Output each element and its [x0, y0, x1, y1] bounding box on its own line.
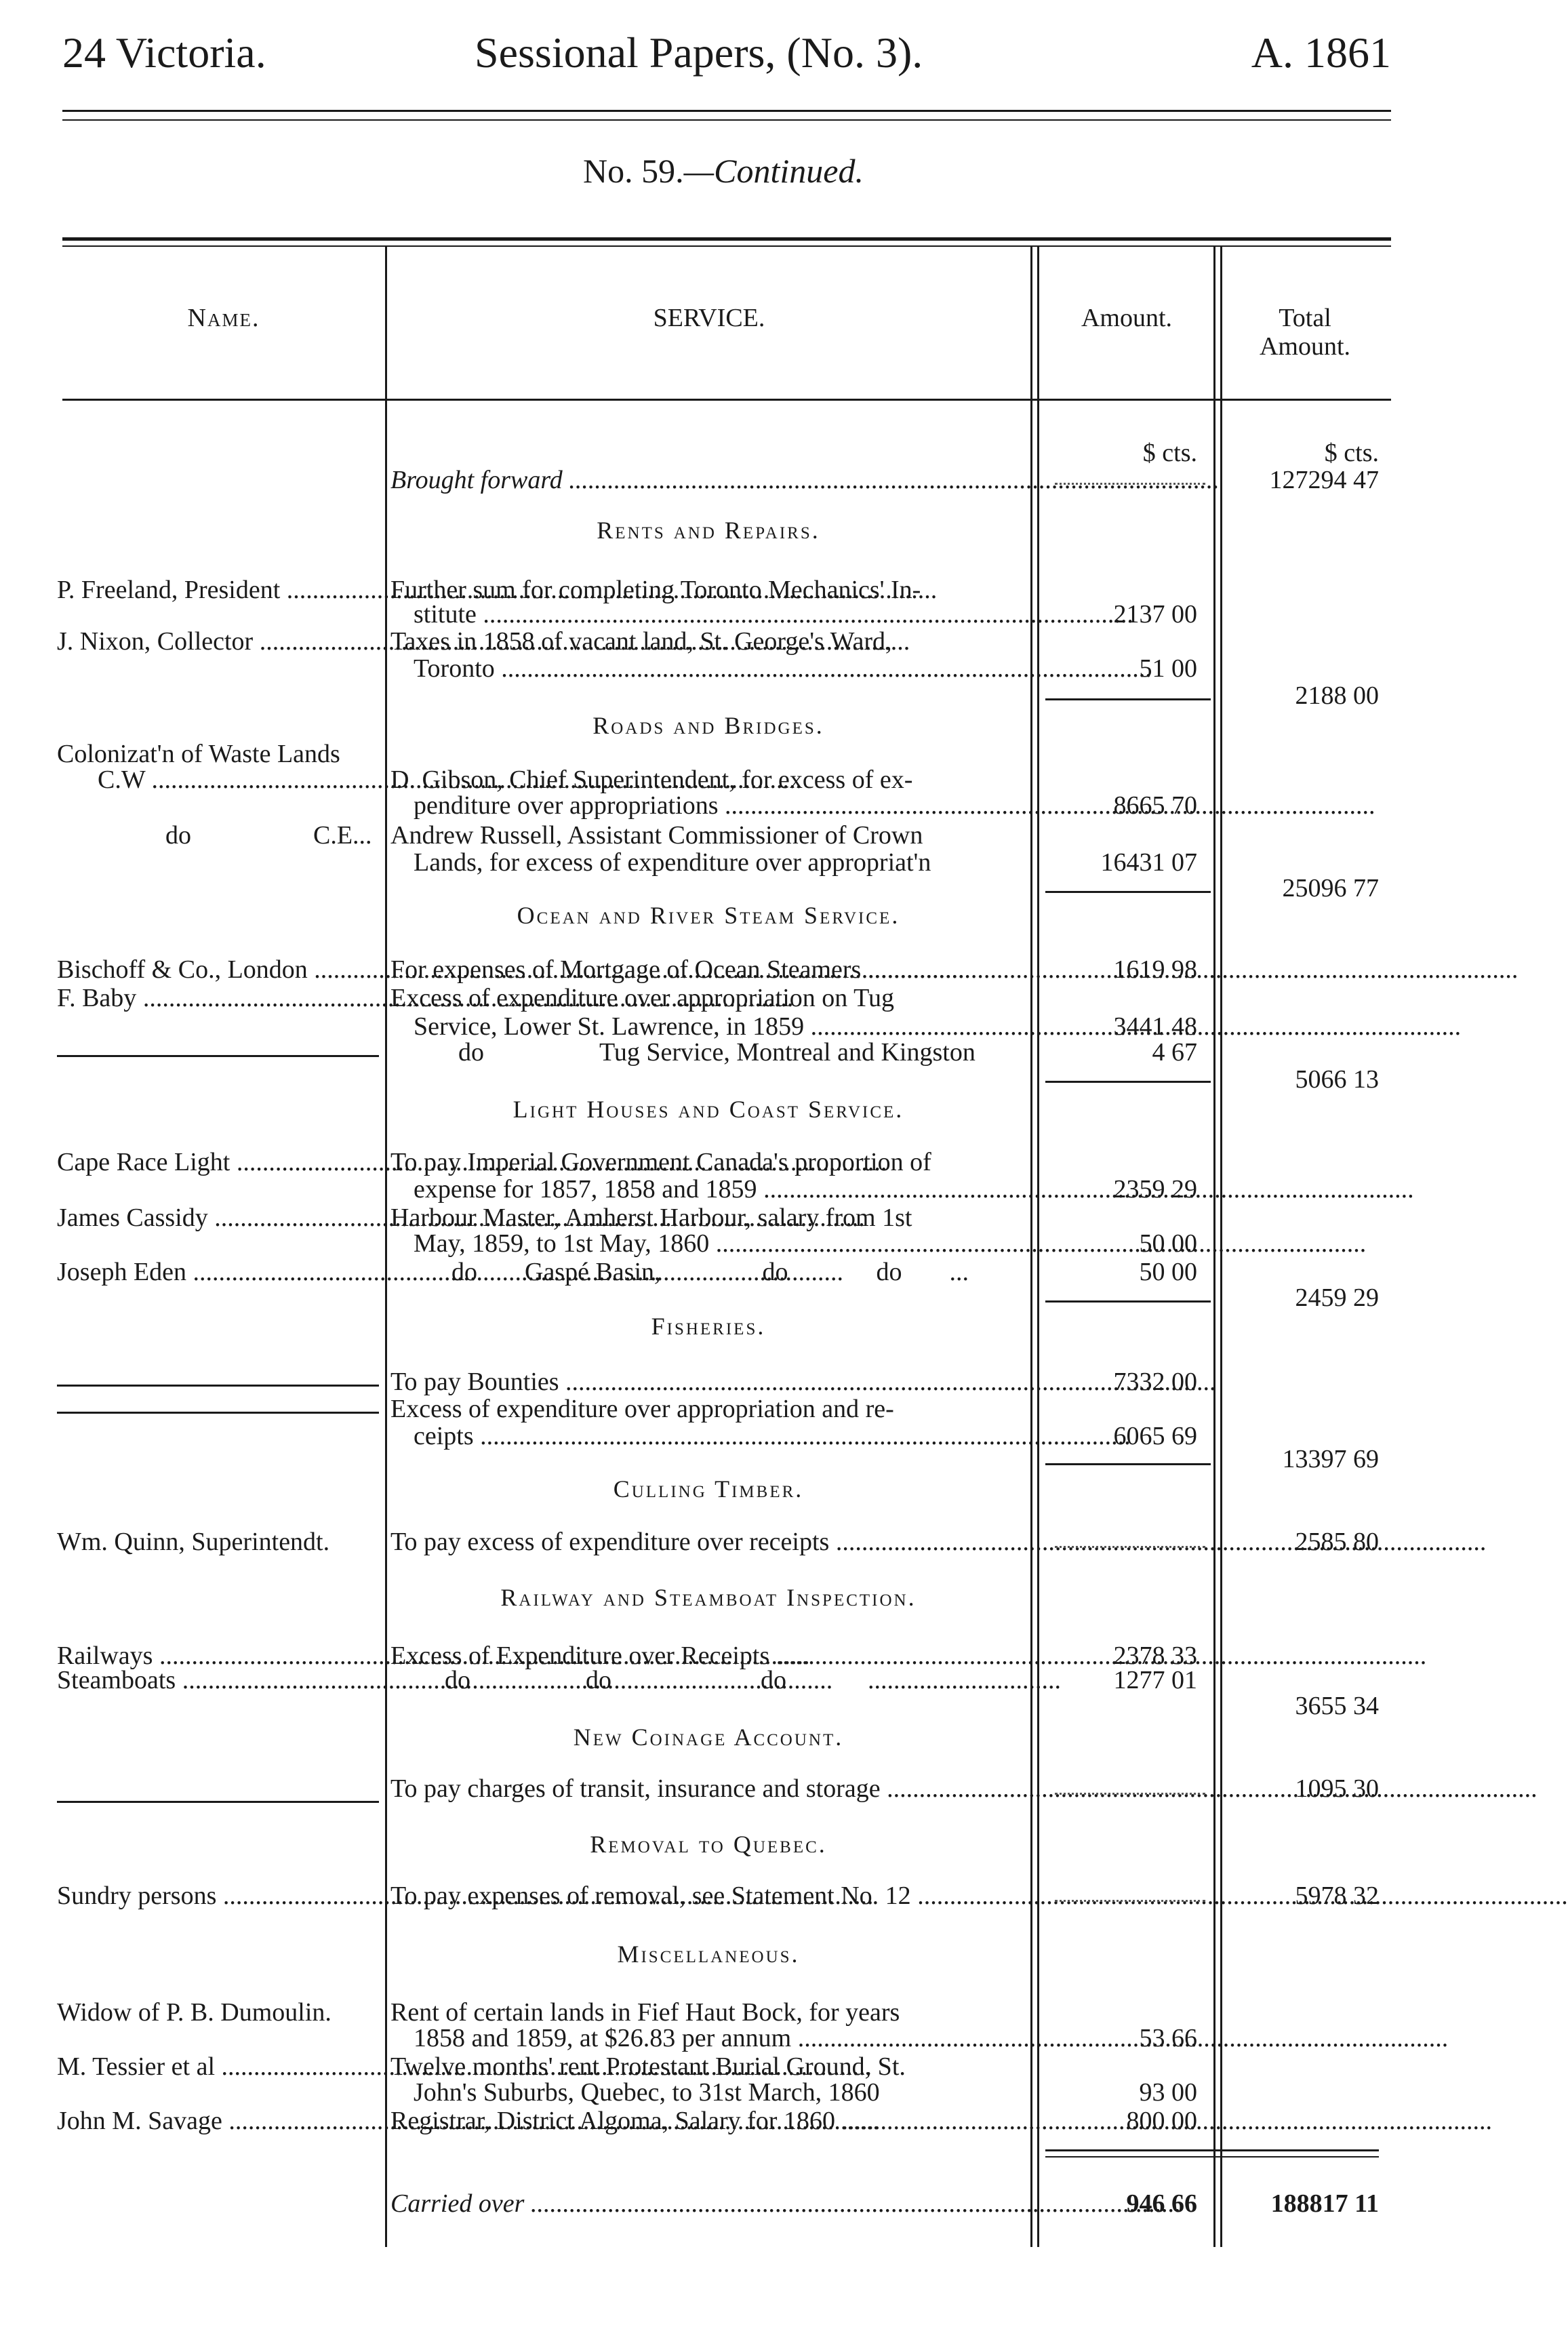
row-amount: 53 66 — [1139, 2024, 1197, 2052]
year-label: A. 1861 — [1251, 28, 1391, 77]
blank-name-line — [57, 1801, 379, 1803]
do-label: do — [761, 1666, 786, 1694]
do-label: do — [451, 1258, 477, 1286]
row-service: For expenses of Mortgage of Ocean Steamers ..... — [390, 955, 1518, 984]
blank-name-line — [57, 1055, 379, 1057]
do-label: do — [762, 1258, 788, 1286]
row-name: J. Nixon, Collector ..... — [57, 628, 382, 655]
row-amount: 16431 07 — [1100, 848, 1197, 877]
row-name: P. Freeland, President ..... — [57, 576, 382, 603]
section-total: 5066 13 — [1295, 1065, 1379, 1094]
row-amount: 50 00 — [1139, 1229, 1197, 1258]
carried-over-rule — [1045, 2149, 1379, 2151]
statement-number: No. 59. — [583, 152, 684, 190]
row-name-do — [57, 822, 382, 849]
subtotal-rule — [1045, 1300, 1211, 1303]
row-service: Andrew Russell, Assistant Commissioner of Crown — [390, 821, 923, 850]
row-service: Tug Service, Montreal and Kingston — [599, 1038, 976, 1067]
subtotal-rule — [1045, 1463, 1211, 1465]
row-service: Twelve months' rent Protestant Burial Ground, St. — [390, 2052, 906, 2081]
currency-amount: $ cts. — [1142, 439, 1197, 467]
row-service: To pay excess of expenditure over receipts ..... — [390, 1528, 1486, 1556]
row-name: Cape Race Light ..... — [57, 1149, 382, 1176]
row-amount: 8665 70 — [1113, 791, 1197, 820]
amount-dots — [1055, 483, 1205, 485]
row-service-cont: penditure over appropriations ..... — [414, 791, 1375, 820]
carried-over-label: Carried over ..... — [390, 2189, 1181, 2218]
do-label: do — [458, 1038, 484, 1067]
section-light: Light Houses and Coast Service. — [512, 1096, 904, 1123]
row-name: Widow of P. B. Dumoulin. — [57, 1998, 331, 2027]
row-service: Taxes in 1858 of vacant land, St. George's Ward, — [390, 627, 892, 656]
row-name: Sundry persons ..... — [57, 1882, 382, 1909]
do-label: do — [876, 1258, 902, 1286]
section-roads: Roads and Bridges. — [592, 712, 824, 739]
carried-over-total: 188817 11 — [1270, 2189, 1379, 2218]
amount-dots — [1055, 1793, 1205, 1795]
row-amount: 7332 00 — [1113, 1368, 1197, 1396]
row-service: Harbour Master, Amherst Harbour, salary from 1st — [390, 1204, 912, 1232]
row-amount: 4 67 — [1152, 1038, 1197, 1067]
row-name-cont: C.W ..... — [57, 766, 382, 793]
ce-label: C.E... — [313, 821, 372, 850]
section-railway: Railway and Steamboat Inspection. — [500, 1584, 917, 1611]
blank-name-line — [57, 1385, 379, 1387]
row-amount: 93 00 — [1139, 2078, 1197, 2107]
row-name: Joseph Eden ..... — [57, 1258, 382, 1286]
row-service: To pay charges of transit, insurance and storage ..... — [390, 1774, 1537, 1803]
section-total: 2459 29 — [1295, 1284, 1379, 1312]
row-service-cont: stitute ..... — [414, 600, 1133, 629]
do-label: do — [586, 1666, 611, 1694]
row-service: Rent of certain lands in Fief Haut Bock, for years — [390, 1998, 900, 2027]
row-amount: 50 00 — [1139, 1258, 1197, 1286]
row-amount: 2359 29 — [1113, 1175, 1197, 1204]
row-name: John M. Savage ..... — [57, 2107, 382, 2134]
row-service-cont: ceipts ..... — [414, 1422, 1131, 1450]
row-name: James Cassidy ..... — [57, 1204, 382, 1231]
row-service: Gaspé Basin, — [525, 1258, 661, 1286]
column-header-total: Total Amount. — [1259, 304, 1351, 361]
row-service: Registrar, District Algoma, Salary for 1860 ..... — [390, 2107, 1492, 2135]
continued-label: —Continued. — [683, 152, 864, 190]
row-service-cont: Service, Lower St. Lawrence, in 1859 ..... — [414, 1012, 1461, 1041]
section-total: 2188 00 — [1295, 681, 1379, 710]
section-removal: Removal to Quebec. — [590, 1831, 827, 1858]
row-name: Steamboats ..... — [57, 1667, 382, 1694]
section-rents: Rents and Repairs. — [597, 517, 820, 544]
row-service: To pay Imperial Government Canada's proportion of — [390, 1148, 931, 1176]
row-amount: 3441 48 — [1113, 1012, 1197, 1041]
section-total: 13397 69 — [1282, 1445, 1379, 1473]
row-service: Excess of expenditure over appropriation on Tug — [390, 984, 894, 1012]
amount-dots — [1055, 1546, 1205, 1548]
section-total: 25096 77 — [1282, 874, 1379, 902]
section-ocean: Ocean and River Steam Service. — [517, 902, 900, 929]
carried-over-rule-2 — [1045, 2156, 1379, 2158]
row-total: 5978 32 — [1295, 1882, 1379, 1910]
row-service-cont: Lands, for excess of expenditure over appropriat'n — [414, 848, 931, 877]
section-culling: Culling Timber. — [613, 1475, 804, 1503]
row-service: Excess of expenditure over appropriation and re- — [390, 1395, 894, 1423]
carried-over-amount: 946 66 — [1126, 2189, 1197, 2218]
row-service: To pay expenses of removal, see Statement No. 12 ..... — [390, 1882, 1568, 1910]
row-service-cont: expense for 1857, 1858 and 1859 ..... — [414, 1175, 1414, 1204]
column-divider-name — [385, 247, 387, 2247]
header-rule-top — [62, 110, 1391, 112]
brought-forward-label: Brought forward ..... — [390, 466, 1220, 494]
row-total: 2585 80 — [1295, 1528, 1379, 1556]
row-amount: 51 00 — [1139, 654, 1197, 683]
row-amount: 800 00 — [1126, 2107, 1197, 2135]
subtotal-rule — [1045, 891, 1211, 893]
row-service: Excess of Expenditure over Receipts ..... — [390, 1642, 1426, 1670]
subtotal-rule — [1045, 1081, 1211, 1083]
blank-name-line — [57, 1412, 379, 1414]
row-amount: 6065 69 — [1113, 1422, 1197, 1450]
row-amount: 2378 33 — [1113, 1642, 1197, 1670]
row-name: Colonizat'n of Waste Lands — [57, 740, 340, 768]
row-service-cont: May, 1859, to 1st May, 1860 ..... — [414, 1229, 1366, 1258]
row-name: F. Baby ..... — [57, 985, 382, 1012]
row-amount: 1619 98 — [1113, 955, 1197, 984]
row-service: D. Gibson, Chief Superintendent, for excess of ex- — [390, 766, 913, 794]
row-name: Bischoff & Co., London ..... — [57, 956, 382, 983]
table-top-rule-2 — [62, 245, 1391, 247]
row-amount: 2137 00 — [1113, 600, 1197, 629]
do-label: do — [445, 1666, 470, 1694]
row-service-cont: 1858 and 1859, at $26.83 per annum ..... — [414, 2024, 1448, 2052]
column-header-service: SERVICE. — [653, 304, 765, 332]
volume-label: 24 Victoria. — [62, 28, 266, 77]
currency-total: $ cts. — [1324, 439, 1379, 467]
brought-forward-total: 127294 47 — [1269, 466, 1379, 494]
section-fisheries: Fisheries. — [651, 1313, 766, 1340]
section-coinage: New Coinage Account. — [573, 1724, 844, 1751]
row-service: To pay Bounties ..... — [390, 1368, 1216, 1396]
statement-subtitle — [0, 151, 1447, 191]
column-header-name: Name. — [187, 304, 260, 332]
document-title: Sessional Papers, (No. 3). — [475, 28, 923, 77]
table-top-rule — [62, 237, 1391, 241]
column-header-amount: Amount. — [1081, 304, 1173, 332]
row-service-cont: Toronto ..... — [414, 654, 1152, 683]
section-total: 3655 34 — [1295, 1692, 1379, 1720]
row-service: Further sum for completing Toronto Mechanics' In- — [390, 576, 921, 604]
row-name: M. Tessier et al ..... — [57, 2053, 382, 2080]
amount-dots — [1055, 1900, 1205, 1902]
row-total: 1095 30 — [1295, 1774, 1379, 1803]
row-name: Wm. Quinn, Superintendt. — [57, 1528, 330, 1556]
row-amount: 1277 01 — [1113, 1666, 1197, 1694]
row-service-cont: John's Suburbs, Quebec, to 31st March, 1860 — [414, 2078, 880, 2107]
row-name: Railways ..... — [57, 1642, 382, 1669]
section-misc: Miscellaneous. — [617, 1941, 800, 1968]
do-label: do — [165, 821, 191, 850]
column-head-rule — [62, 399, 1391, 401]
subtotal-rule — [1045, 698, 1211, 700]
header-rule-bottom — [62, 119, 1391, 121]
